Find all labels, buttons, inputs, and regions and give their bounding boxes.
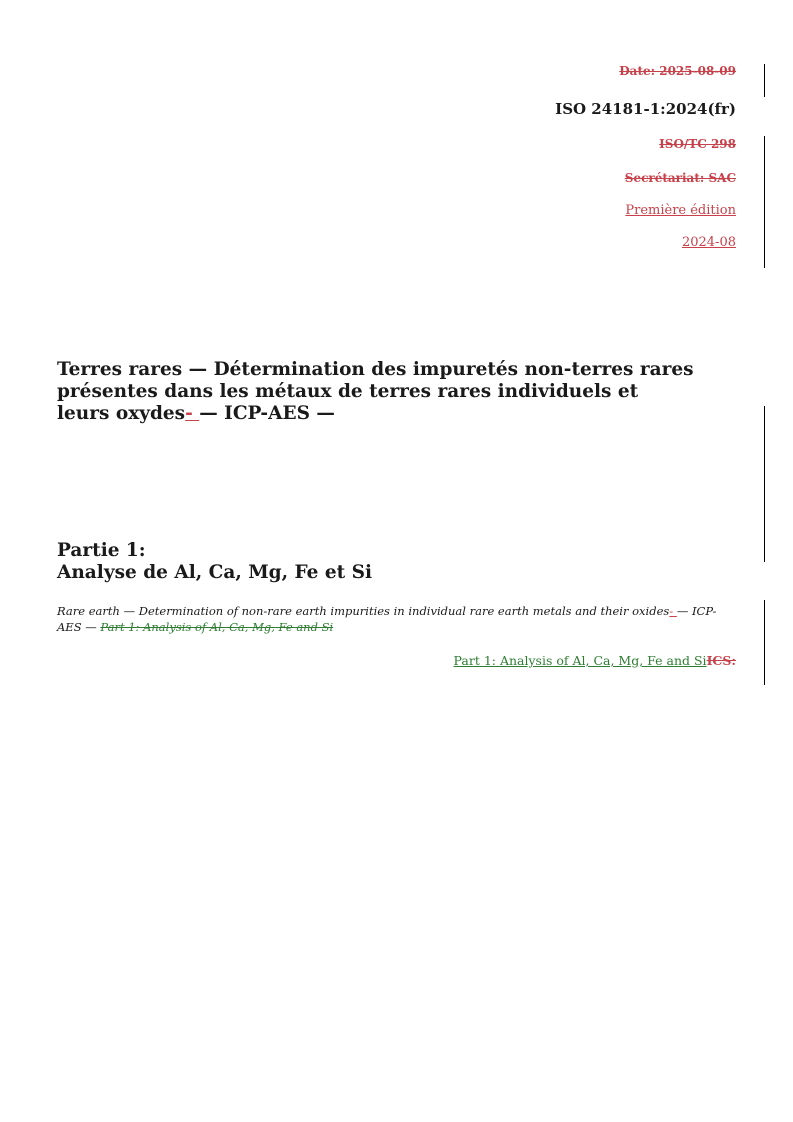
document-reference: ISO 24181-1:2024(fr) — [555, 100, 736, 118]
date-label: Date: 2025-08-09 — [619, 64, 736, 78]
change-bar — [764, 406, 765, 562]
title-text: Terres rares — Détermination des impuretés non-terres rares présentes dans les métaux de terres rares individuels et leurs oxydes — [57, 359, 694, 424]
document-title — [57, 359, 697, 425]
change-bar — [764, 64, 765, 97]
secretariat-label: Secrétariat: SAC — [624, 171, 736, 185]
english-deleted-part: Part 1: Analysis of Al, Ca, Mg, Fe and Si — [100, 620, 334, 634]
committee-label: ISO/TC 298 — [659, 137, 736, 151]
inserted-part-text: Part 1: Analysis of Al, Ca, Mg, Fe and Si — [453, 653, 707, 668]
subtitle-line — [454, 653, 736, 668]
english-title-text: Rare earth — Determination of non-rare earth impurities in individual rare earth metals and their oxides — [57, 604, 670, 618]
part-number: Partie 1: — [57, 540, 146, 561]
deleted-ics-label: ICS: — [706, 653, 736, 668]
title-inserted-space: - — [185, 403, 200, 424]
title-method: — ICP-AES — — [199, 403, 335, 424]
english-title — [57, 603, 737, 635]
part-heading — [57, 540, 372, 584]
edition-label: Première édition — [625, 203, 736, 218]
english-title-method: — ICP-AES — — [57, 604, 717, 634]
english-inserted-space: - — [669, 604, 677, 618]
part-subject: Analyse de Al, Ca, Mg, Fe et Si — [57, 562, 372, 583]
change-bar — [764, 136, 765, 268]
publication-date: 2024-08 — [681, 235, 736, 250]
change-bar — [764, 600, 765, 685]
